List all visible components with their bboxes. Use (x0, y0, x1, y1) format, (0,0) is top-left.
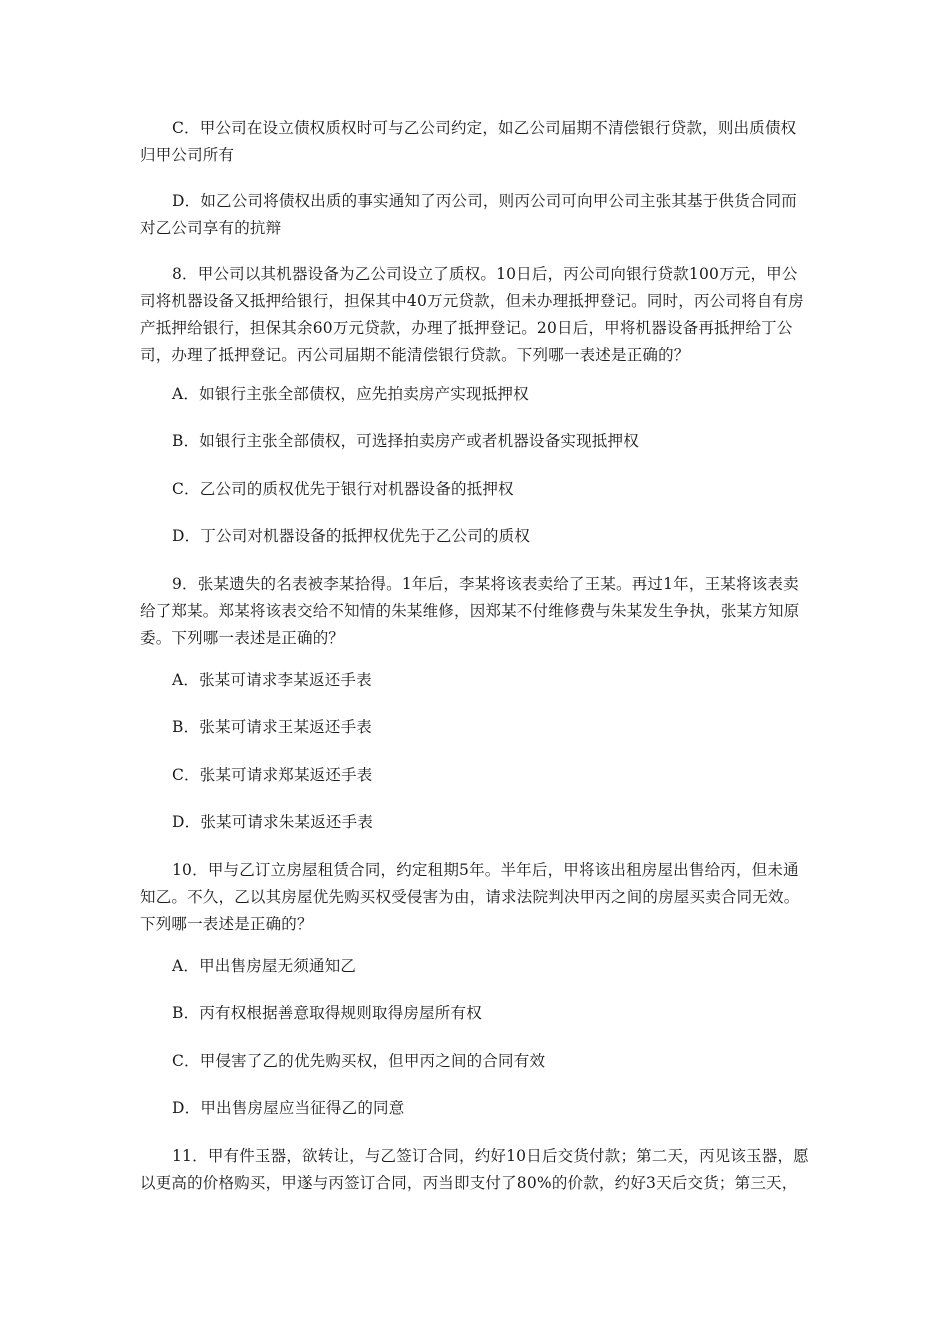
q10-option-c: C．甲侵害了乙的优先购买权，但甲丙之间的合同有效 (172, 1052, 546, 1070)
q8-option-d: D．丁公司对机器设备的抵押权优先于乙公司的质权 (172, 527, 531, 545)
q7-option-c: C．甲公司在设立债权质权时可与乙公司约定，如乙公司届期不清偿银行贷款，则出质债权归甲公司所有 (140, 119, 797, 164)
q9-option-d: D．张某可请求朱某返还手表 (172, 813, 374, 831)
q10-option-a: A．甲出售房屋无须通知乙 (172, 957, 357, 975)
q7-option-d: D．如乙公司将债权出质的事实通知了丙公司，则丙公司可向甲公司主张其基于供货合同而对乙公司享有的抗辩 (140, 192, 797, 237)
question-8: 8．甲公司以其机器设备为乙公司设立了质权。10日后，丙公司向银行贷款100万元，甲公司将机器设备又抵押给银行，担保其中40万元贷款，但未办理抵押登记。同时，丙公司将自有房产抵押给银行，担保其余60万元贷款，办理了抵押登记。20日后，甲将机器设备再抵押给丁公司，办理了抵押登记。丙公司届期不能清偿银行贷款。下列哪一表述是正确的？ (140, 265, 804, 364)
q10-option-d: D．甲出售房屋应当征得乙的同意 (172, 1099, 405, 1117)
q9-option-b: B．张某可请求王某返还手表 (172, 718, 372, 736)
q10-option-b: B．丙有权根据善意取得规则取得房屋所有权 (172, 1004, 482, 1022)
question-11: 11．甲有件玉器，欲转让，与乙签订合同，约好10日后交货付款；第二天，丙见该玉器，愿以更高的价格购买，甲遂与丙签订合同，丙当即支付了80%的价款，约好3天后交货；第三天， (140, 1147, 809, 1192)
q8-option-a: A．如银行主张全部债权，应先拍卖房产实现抵押权 (172, 385, 529, 403)
q8-option-c: C．乙公司的质权优先于银行对机器设备的抵押权 (172, 480, 514, 498)
q9-option-c: C．张某可请求郑某返还手表 (172, 766, 373, 784)
question-9: 9．张某遗失的名表被李某拾得。1年后，李某将该表卖给了王某。再过1年，王某将该表卖给了郑某。郑某将该表交给不知情的朱某维修，因郑某不付维修费与朱某发生争执，张某方知原委。下列哪一表述是正确的？ (140, 575, 800, 647)
q8-option-b: B．如银行主张全部债权，可选择拍卖房产或者机器设备实现抵押权 (172, 432, 639, 450)
q9-option-a: A．张某可请求李某返还手表 (172, 671, 372, 689)
question-10: 10．甲与乙订立房屋租赁合同，约定租期5年。半年后，甲将该出租房屋出售给丙，但未通知乙。不久，乙以其房屋优先购买权受侵害为由，请求法院判决甲丙之间的房屋买卖合同无效。下列哪一表述是正确的？ (140, 861, 800, 933)
